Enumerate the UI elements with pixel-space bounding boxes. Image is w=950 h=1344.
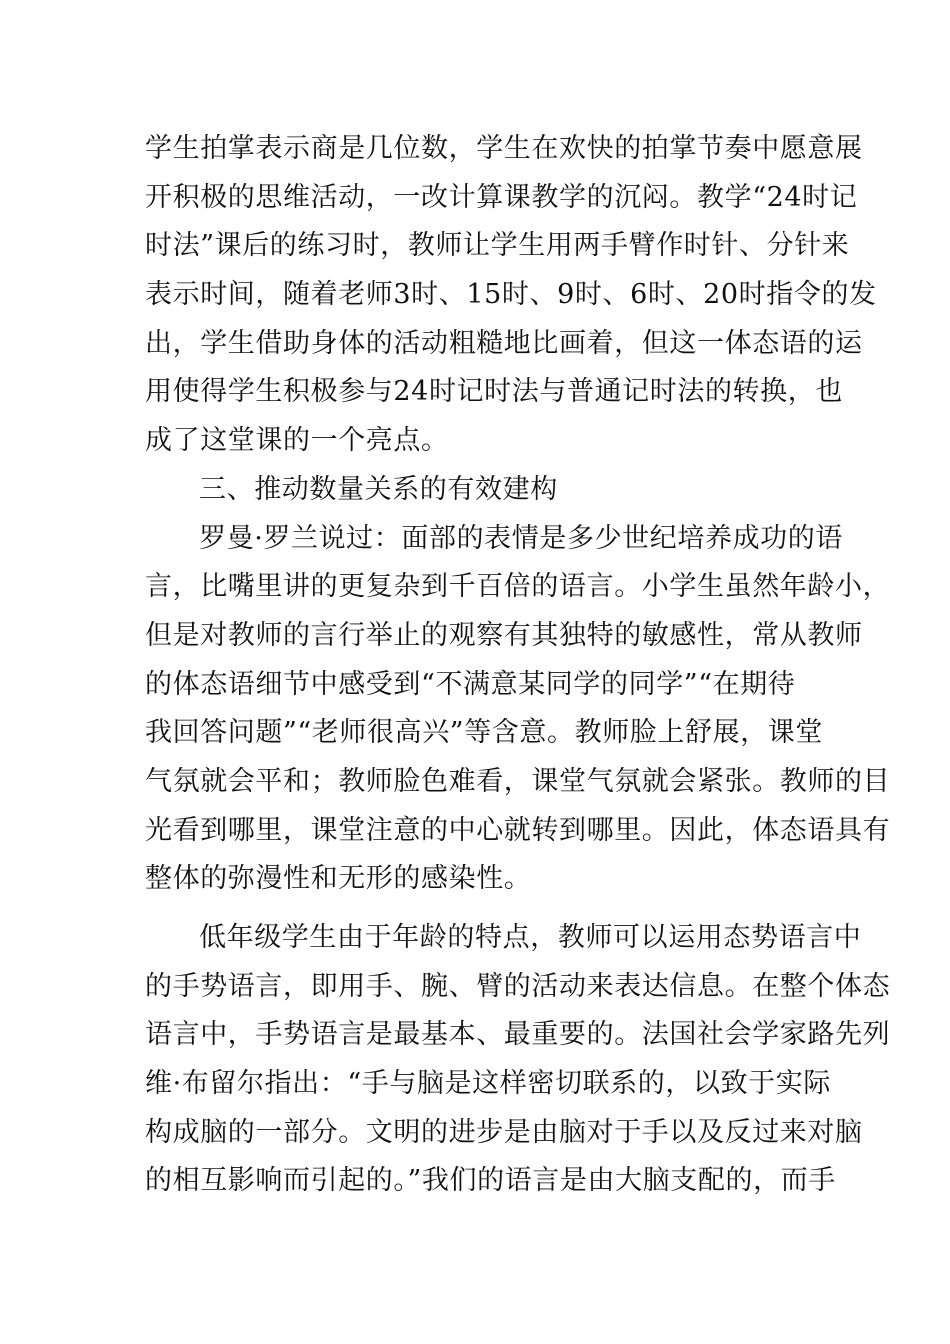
text-line: 但是对教师的言行举止的观察有其独特的敏感性，常从教师 [145,619,863,651]
text-line: 学生拍掌表示商是几位数，学生在欢快的拍掌节奏中愿意展 [145,133,863,164]
text-line: 出，学生借助身体的活动粗糙地比画着，但这一体态语的运 [145,327,863,359]
text-line: 表示时间，随着老师3时、15时、9时、6时、20时指令的发 [145,279,877,311]
paragraph [145,515,891,905]
text-line: 我回答问题”“老师很高兴”等含意。教师脸上舒展，课堂 [145,717,824,749]
text-line: 低年级学生由于年龄的特点，教师可以运用态势语言中 [199,922,862,953]
text-line: 时法”课后的练习时，教师让学生用两手臂作时针、分针来 [145,230,850,262]
text-line: 的体态语细节中感受到“不满意某同学的同学”“在期待 [145,668,796,700]
text-line: 成了这堂课的一个亮点。 [145,425,449,457]
text-line: 整体的弥漫性和无形的感染性。 [145,863,532,895]
text-line: 的手势语言，即用手、腕、臂的活动来表达信息。在整个体态 [145,970,891,1002]
text-line: 言，比嘴里讲的更复杂到千百倍的语言。小学生虽然年龄小， [145,571,891,603]
text-line: 用使得学生积极参与24时记时法与普通记时法的转换，也 [145,376,843,408]
document-body [145,125,891,1206]
paragraph-spacer [145,904,815,914]
section-heading [145,466,815,515]
text-line: 气氛就会平和；教师脸色难看，课堂气氛就会紧张。教师的目 [145,765,891,797]
text-line: 的相互影响而引起的。”我们的语言是由大脑支配的，而手 [145,1165,836,1197]
paragraph [145,914,891,1206]
text-line: 光看到哪里，课堂注意的中心就转到哪里。因此，体态语具有 [145,814,891,846]
text-line: 开积极的思维活动，一改计算课教学的沉闷。教学“24时记 [145,181,858,213]
paragraph [145,125,877,466]
text-line: 构成脑的一部分。文明的进步是由脑对于手以及反过来对脑 [145,1116,863,1148]
text-line: 语言中，手势语言是最基本、最重要的。法国社会学家路先列 [145,1019,891,1051]
text-line: 罗曼·罗兰说过：面部的表情是多少世纪培养成功的语 [199,522,843,554]
heading-text: 三、推动数量关系的有效建构 [199,473,558,505]
text-line: 维·布留尔指出：“手与脑是这样密切联系的，以致于实际 [145,1068,831,1100]
